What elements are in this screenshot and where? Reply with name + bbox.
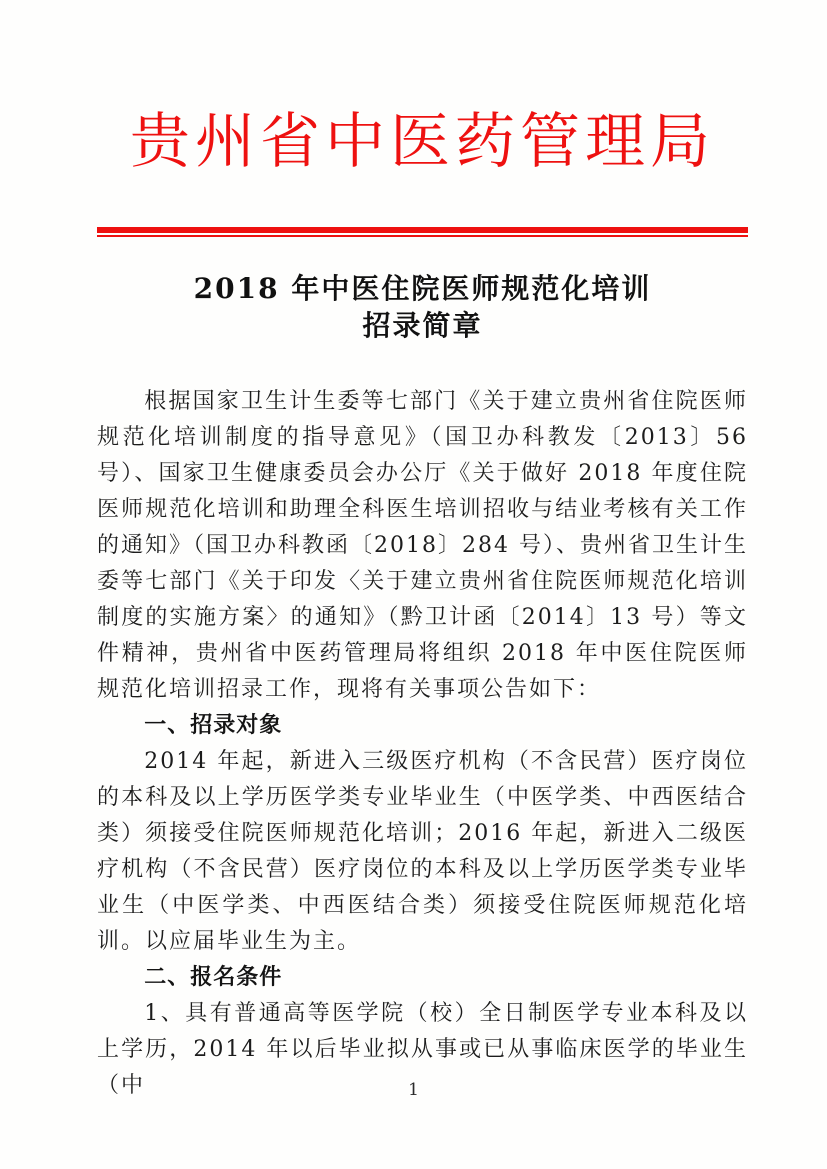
letterhead-org-name: 贵州省中医药管理局	[130, 107, 715, 177]
red-divider-line	[97, 227, 748, 237]
section-heading-application-requirements: 二、报名条件	[144, 965, 283, 990]
document-title-line-1: 2018 年中医住院医师规范化培训	[193, 272, 652, 305]
page-number: 1	[408, 1080, 419, 1100]
red-divider-thick-bar	[97, 227, 748, 233]
section-paragraph-recruitment-targets: 2014 年起，新进入三级医疗机构（不含民营）医疗岗位的本科及以上学历医学类专业毕业生（中医学类、中西医结合类）须接受住院医师规范化培训；2016 年起，新进入二级医疗机构（不含民营）医疗岗位的本科及以上学历医学类专业毕业生（中医学类、中西医结合类）须接受住院医师规范化培训。以应届毕业生为主。	[97, 749, 748, 954]
section-paragraph-application-requirements: 1、具有普通高等医学院（校）全日制医学专业本科及以上学历，2014 年以后毕业拟从事或已从事临床医学的毕业生（中	[97, 1001, 748, 1098]
intro-paragraph: 根据国家卫生计生委等七部门《关于建立贵州省住院医师规范化培训制度的指导意见》（国卫办科教发〔2013〕56 号）、国家卫生健康委员会办公厅《关于做好 2018 年度住院医师规范化培训和助理全科医生培训招收与结业考核有关工作的通知》（国卫办科教函〔2018〕284 号）、贵州省卫生计生委等七部门《关于印发〈关于建立贵州省住院医师规范化培训制度的实施方案〉的通知》（黔卫计函〔2014〕13 号）等文件精神，贵州省中医药管理局将组织 2018 年中医住院医师规范化培训招录工作，现将有关事项公告如下：	[97, 389, 748, 702]
document-body	[97, 384, 748, 1104]
document-title	[97, 270, 748, 344]
section-heading-recruitment-targets: 一、招录对象	[144, 713, 283, 738]
document-title-line-2: 招录简章	[362, 309, 483, 342]
red-divider-thin-bar	[97, 235, 748, 237]
